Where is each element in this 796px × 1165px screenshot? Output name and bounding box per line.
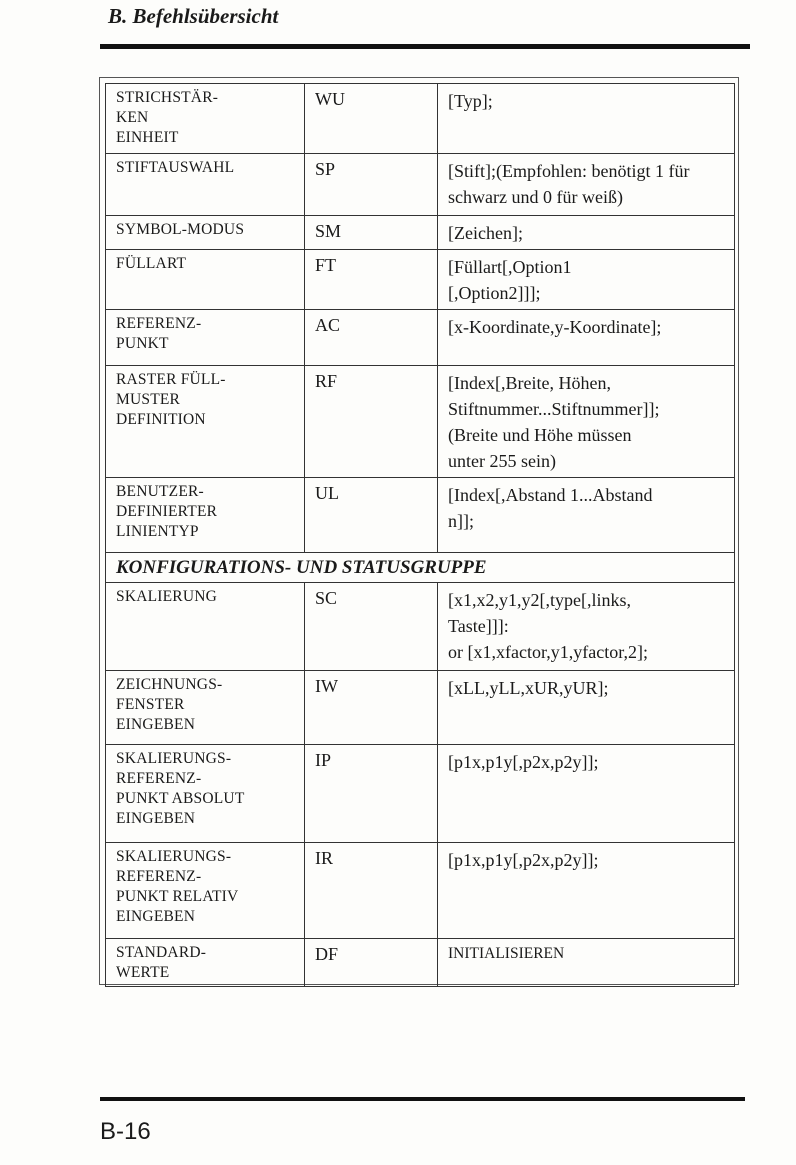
section-title: KONFIGURATIONS- UND STATUSGRUPPE [106, 553, 735, 583]
table-row [106, 84, 735, 154]
command-syntax: [x-Koordinate,y-Koordinate]; [438, 310, 735, 366]
command-code: AC [305, 310, 438, 366]
command-syntax: [Typ]; [438, 84, 735, 154]
command-syntax: [x1,x2,y1,y2[,type[,links, Taste]]]: or [x1,xfactor,y1,yfactor,2]; [438, 583, 735, 671]
command-code: IR [305, 843, 438, 939]
table-row [106, 843, 735, 939]
command-name: SKALIERUNGS- REFERENZ- PUNKT RELATIV EINGEBEN [106, 843, 305, 939]
table-row [106, 250, 735, 310]
command-code: WU [305, 84, 438, 154]
command-name: BENUTZER- DEFINIERTER LINIENTYP [106, 478, 305, 553]
command-name: STANDARD- WERTE [106, 939, 305, 987]
command-name: FÜLLART [106, 250, 305, 310]
command-syntax: [Index[,Breite, Höhen, Stiftnummer...Stiftnummer]]; (Breite und Höhe müssen unter 255 sein) [438, 366, 735, 478]
table-row [106, 366, 735, 478]
footer-rule [100, 1097, 745, 1101]
command-name: SKALIERUNGS- REFERENZ- PUNKT ABSOLUT EINGEBEN [106, 745, 305, 843]
command-code: UL [305, 478, 438, 553]
page-number: B-16 [100, 1118, 151, 1145]
section-header-row [106, 553, 735, 583]
command-syntax: [p1x,p1y[,p2x,p2y]]; [438, 843, 735, 939]
command-syntax: INITIALISIEREN [438, 939, 735, 987]
table-row [106, 745, 735, 843]
table-row [106, 939, 735, 987]
header-rule [100, 44, 750, 49]
command-name: SKALIERUNG [106, 583, 305, 671]
command-name: STRICHSTÄR- KEN EINHEIT [106, 84, 305, 154]
table-row [106, 478, 735, 553]
command-code: DF [305, 939, 438, 987]
command-code: FT [305, 250, 438, 310]
table-row [106, 216, 735, 250]
table-row [106, 671, 735, 745]
command-name: RASTER FÜLL- MUSTER DEFINITION [106, 366, 305, 478]
command-code: IW [305, 671, 438, 745]
command-syntax: [Füllart[,Option1 [,Option2]]]; [438, 250, 735, 310]
page-header-title: B. Befehlsübersicht [108, 4, 279, 28]
command-code: SP [305, 154, 438, 216]
table-row [106, 154, 735, 216]
command-syntax: [Stift];(Empfohlen: benötigt 1 für schwarz und 0 für weiß) [438, 154, 735, 216]
command-code: SC [305, 583, 438, 671]
command-syntax: [Index[,Abstand 1...Abstand n]]; [438, 478, 735, 553]
command-name: REFERENZ- PUNKT [106, 310, 305, 366]
command-code: IP [305, 745, 438, 843]
table-row [106, 310, 735, 366]
command-table [105, 83, 735, 987]
command-syntax: [p1x,p1y[,p2x,p2y]]; [438, 745, 735, 843]
command-name: ZEICHNUNGS- FENSTER EINGEBEN [106, 671, 305, 745]
command-code: SM [305, 216, 438, 250]
command-syntax: [xLL,yLL,xUR,yUR]; [438, 671, 735, 745]
command-syntax: [Zeichen]; [438, 216, 735, 250]
command-name: STIFTAUSWAHL [106, 154, 305, 216]
command-name: SYMBOL-MODUS [106, 216, 305, 250]
table-row [106, 583, 735, 671]
command-code: RF [305, 366, 438, 478]
